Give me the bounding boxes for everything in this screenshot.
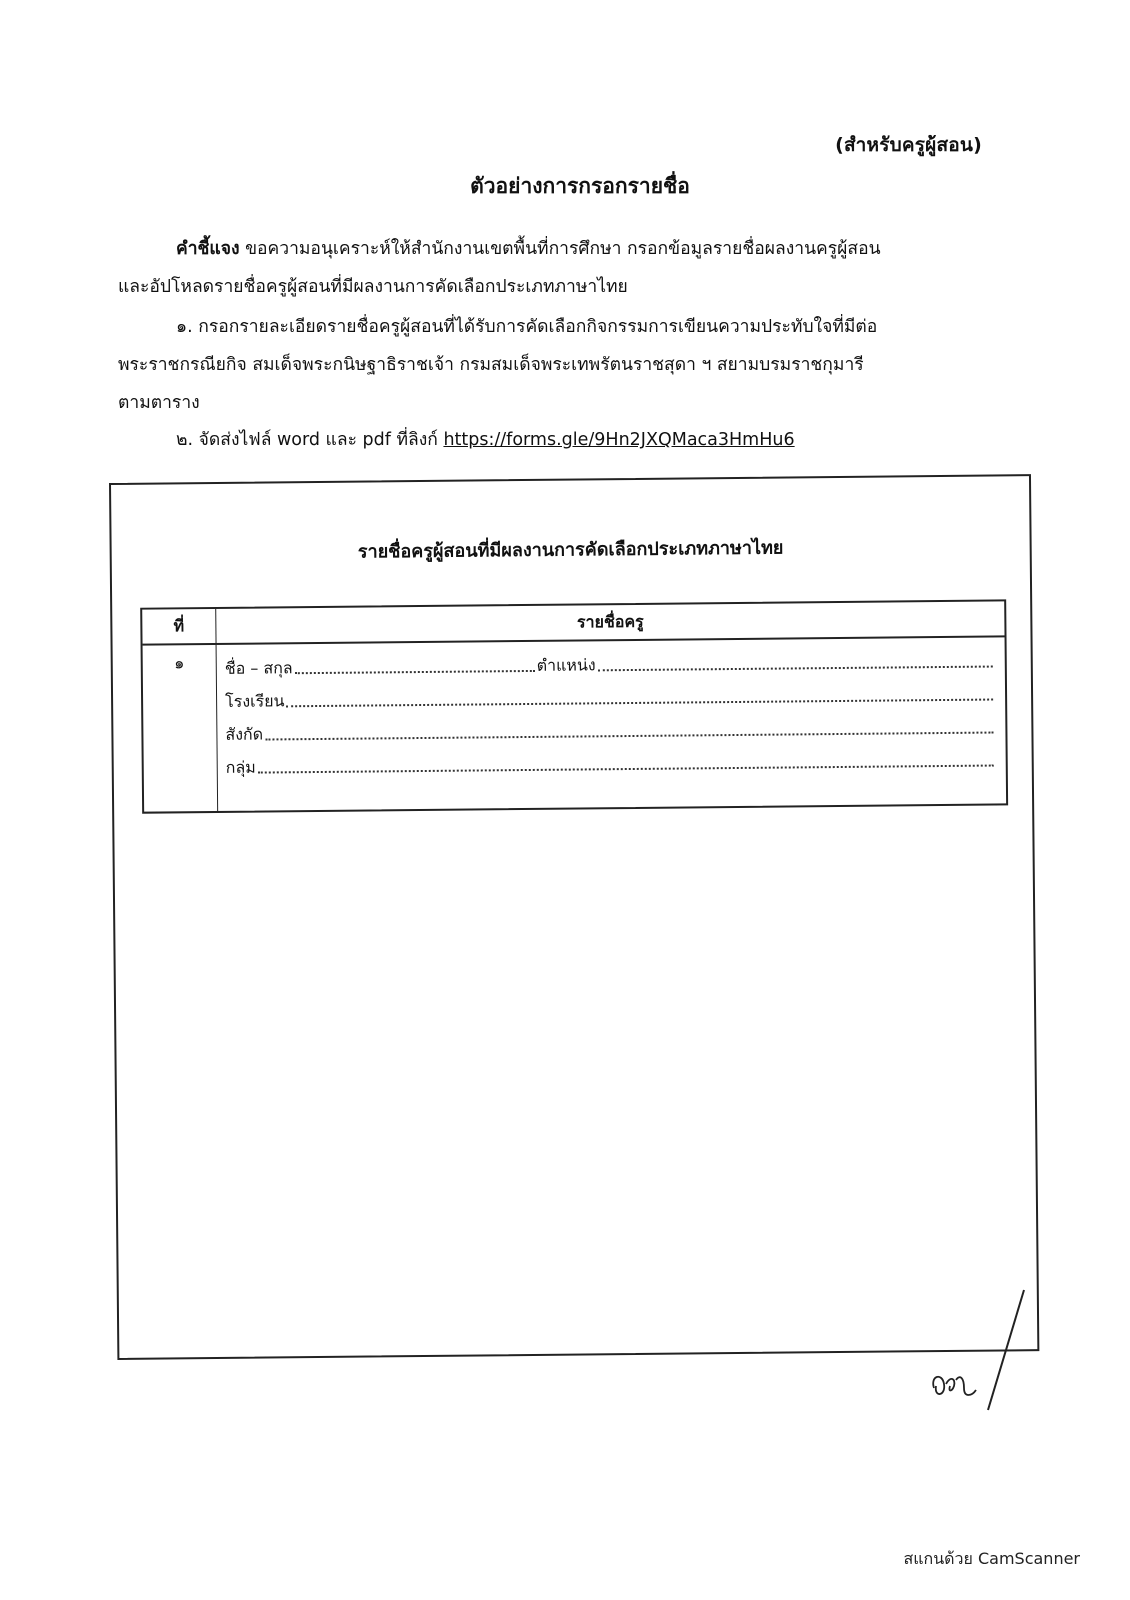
group-field: [226, 741, 996, 781]
signature-icon: [920, 1280, 1040, 1420]
item2-line: [118, 421, 988, 459]
teacher-table: [140, 599, 1008, 813]
form-link[interactable]: https://forms.gle/9Hn2JXQMaca3HmHu6: [443, 430, 795, 450]
affiliation-label: สังกัด: [225, 724, 264, 744]
column-header-name: รายชื่อครู: [576, 611, 644, 632]
intro-text-1: ขอความอนุเคราะห์ให้สำนักงานเขตพื้นที่การศึกษา กรอกข้อมูลรายชื่อผลงานครูผู้สอน: [239, 239, 881, 259]
row-fields: [217, 637, 1007, 811]
item2-text: ๒. จัดส่งไฟล์ word และ pdf ที่ลิงก์: [176, 430, 444, 450]
row-number: ๑: [143, 645, 219, 812]
table-row: [143, 637, 1007, 811]
affiliation-blank[interactable]: [265, 731, 993, 741]
item1-line-3: ตามตาราง: [118, 393, 200, 413]
instructions-intro: [118, 230, 988, 306]
instruction-item-1: [118, 308, 988, 422]
intro-line-2: และอัปโหลดรายชื่อครูผู้สอนที่มีผลงานการคัดเลือกประเภทภาษาไทย: [118, 277, 628, 297]
audience-label: (สำหรับครูผู้สอน): [835, 134, 982, 156]
page-title: ตัวอย่างการกรอกรายชื่อ: [470, 174, 690, 198]
position-label: ตำแหน่ง: [536, 655, 596, 675]
name-label: ชื่อ – สกุล: [224, 658, 293, 678]
column-header-no: ที่: [142, 609, 216, 644]
form-title: รายชื่อครูผู้สอนที่มีผลงานการคัดเลือกประเภทภาษาไทย: [357, 537, 784, 563]
name-blank[interactable]: [295, 669, 535, 674]
item1-line-2: พระราชกรณียกิจ สมเด็จพระกนิษฐาธิราชเจ้า กรมสมเด็จพระเทพรัตนราชสุดา ฯ สยามบรมราชกุมารี: [118, 355, 864, 375]
scanner-watermark: สแกนด้วย CamScanner: [903, 1549, 1080, 1568]
group-label: กลุ่ม: [225, 757, 256, 777]
school-label: โรงเรียน: [225, 691, 285, 711]
instructions-label: คำชี้แจง: [176, 239, 240, 259]
intro-line-1: [118, 230, 988, 268]
form-frame: [109, 474, 1039, 1360]
school-blank[interactable]: [287, 698, 994, 708]
instruction-item-2: [118, 421, 988, 459]
item1-line-1: ๑. กรอกรายละเอียดรายชื่อครูผู้สอนที่ได้รับการคัดเลือกกิจกรรมการเขียนความประทับใจที่มีต่อ: [176, 317, 878, 337]
position-blank[interactable]: [598, 665, 993, 672]
group-blank[interactable]: [258, 764, 994, 774]
